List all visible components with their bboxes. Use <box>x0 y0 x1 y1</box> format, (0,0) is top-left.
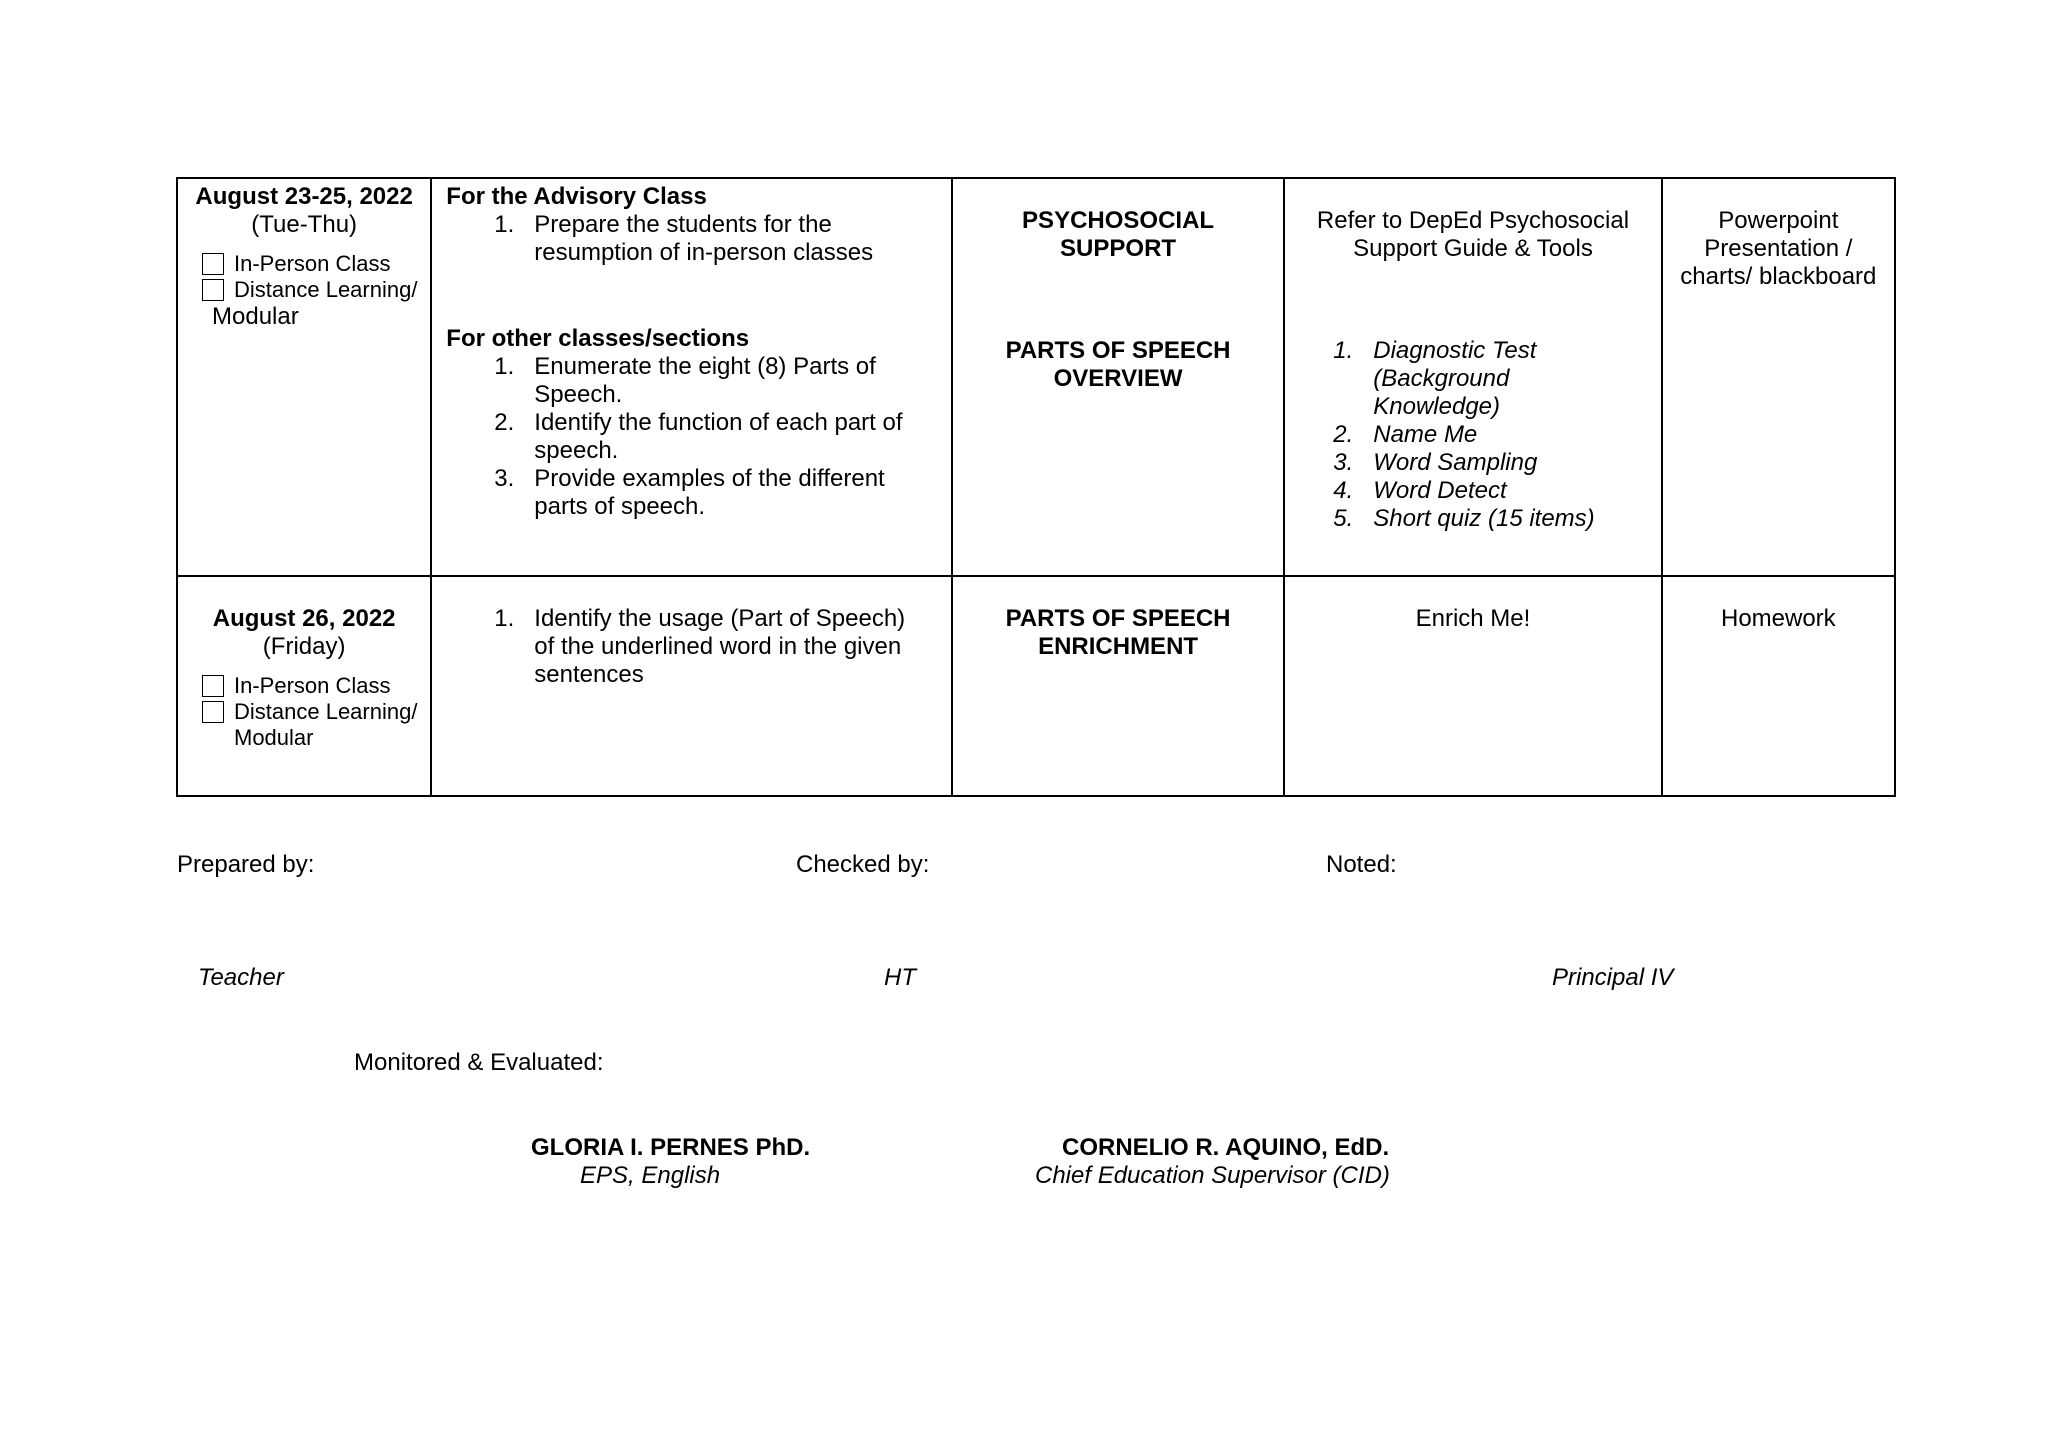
other-heading: For other classes/sections <box>446 325 750 352</box>
list-item: 1. Identify the usage (Part of Speech) of the underlined word in the given sentences <box>494 605 906 688</box>
date-cell <box>177 576 431 796</box>
distance-learning-checkbox[interactable] <box>202 701 224 723</box>
checked-by-label: Checked by: <box>796 851 930 878</box>
list-item: 3. Word Sampling <box>1333 449 1538 476</box>
activity-text: Enrich Me! <box>1415 605 1531 632</box>
evaluator-name-1: GLORIA I. PERNES PhD. <box>531 1134 811 1161</box>
list-item: 2. Identify the function of each part of speech. <box>494 409 903 464</box>
advisory-heading: For the Advisory Class <box>446 183 707 210</box>
list-item: 1. Prepare the students for the resumption of in-person classes <box>494 211 874 266</box>
evaluator-title-2: Chief Education Supervisor (CID) <box>1035 1162 1390 1189</box>
lesson-plan-table <box>176 177 1896 797</box>
objectives-cell <box>431 178 952 576</box>
materials-cell <box>1662 178 1895 576</box>
list-item: 5. Short quiz (15 items) <box>1333 505 1595 532</box>
days-text: (Friday) <box>262 633 346 660</box>
list-item: 1. Diagnostic Test (Background Knowledge) <box>1333 337 1537 420</box>
in-person-checkbox[interactable] <box>202 253 224 275</box>
in-person-checkbox[interactable] <box>202 675 224 697</box>
ht-title: HT <box>884 964 916 991</box>
date-text: August 26, 2022 <box>212 605 396 632</box>
prepared-by-label: Prepared by: <box>177 851 315 878</box>
objectives-cell <box>431 576 952 796</box>
materials-cell <box>1662 576 1895 796</box>
teacher-title: Teacher <box>198 964 284 991</box>
monitored-label: Monitored & Evaluated: <box>354 1049 604 1076</box>
noted-label: Noted: <box>1326 851 1397 878</box>
activity-text: Refer to DepEd Psychosocial Support Guide & Tools <box>1316 207 1630 262</box>
table-row <box>177 576 1895 796</box>
checkbox-label: Distance Learning/ <box>234 699 418 724</box>
list-item: 4. Word Detect <box>1333 477 1507 504</box>
checkbox-label: In-Person Class <box>234 251 391 276</box>
date-cell <box>177 178 431 576</box>
date-text: August 23-25, 2022 <box>195 183 413 210</box>
evaluator-title-1: EPS, English <box>580 1162 721 1189</box>
checkbox-label-cont: Modular <box>212 303 299 330</box>
checkbox-label: In-Person Class <box>234 673 391 698</box>
checkbox-label: Distance Learning/ <box>234 277 418 302</box>
materials-text: Powerpoint Presentation / charts/ blackboard <box>1680 207 1877 290</box>
table-row <box>177 178 1895 576</box>
topic-title: PARTS OF SPEECH ENRICHMENT <box>1005 605 1231 660</box>
topic-title: PSYCHOSOCIAL SUPPORT <box>1022 207 1215 262</box>
checkbox-label-cont: Modular <box>234 725 314 750</box>
list-item: 2. Name Me <box>1333 421 1478 448</box>
topic-cell <box>952 178 1284 576</box>
activities-cell <box>1284 178 1661 576</box>
principal-title: Principal IV <box>1552 964 1674 991</box>
days-text: (Tue-Thu) <box>251 211 358 238</box>
materials-text: Homework <box>1720 605 1836 632</box>
topic-cell <box>952 576 1284 796</box>
evaluator-name-2: CORNELIO R. AQUINO, EdD. <box>1062 1134 1390 1161</box>
list-item: 1. Enumerate the eight (8) Parts of Speech. <box>494 353 876 408</box>
distance-learning-checkbox[interactable] <box>202 279 224 301</box>
activities-cell <box>1284 576 1661 796</box>
list-item: 3. Provide examples of the different parts of speech. <box>494 465 885 520</box>
topic-title: PARTS OF SPEECH OVERVIEW <box>1005 337 1231 392</box>
